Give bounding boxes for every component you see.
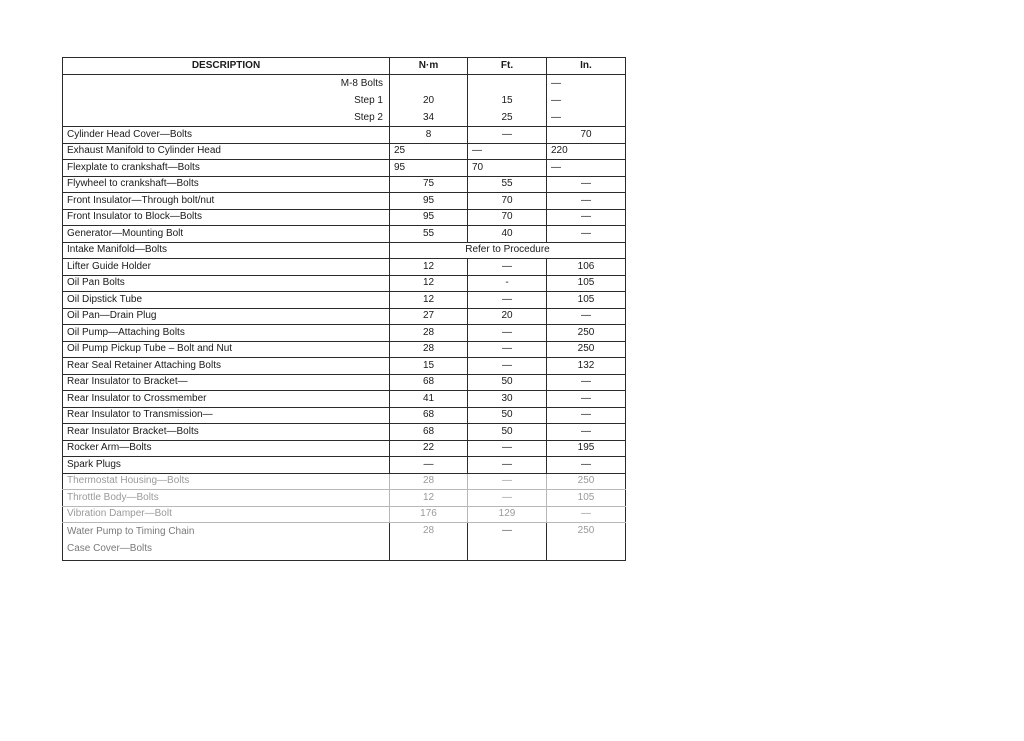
table-row (63, 490, 626, 507)
table-row (63, 275, 626, 292)
row-nm: 28 (390, 473, 468, 490)
table-row (63, 193, 626, 210)
row-ft: 40 (468, 226, 547, 243)
table-row (63, 176, 626, 193)
table-row (63, 308, 626, 325)
row-description: Oil Pump Pickup Tube – Bolt and Nut (63, 341, 390, 358)
row-in: 105 (547, 490, 626, 507)
row-nm: 12 (390, 292, 468, 309)
table-row (63, 143, 626, 160)
row-description: Rear Insulator to Crossmember (63, 391, 390, 408)
step-nm: 20 (390, 92, 468, 109)
row-in: 105 (547, 275, 626, 292)
row-in: 195 (547, 440, 626, 457)
row-description: Generator—Mounting Bolt (63, 226, 390, 243)
step-in: — (547, 75, 626, 93)
row-ft: 30 (468, 391, 547, 408)
header-description: DESCRIPTION (63, 58, 390, 75)
row-nm: 68 (390, 424, 468, 441)
row-nm: 8 (390, 127, 468, 144)
row-ft: — (468, 341, 547, 358)
row-in: 250 (547, 341, 626, 358)
table-row (63, 341, 626, 358)
table-body (63, 75, 626, 561)
row-description: Flexplate to crankshaft—Bolts (63, 160, 390, 177)
row-description: Rear Seal Retainer Attaching Bolts (63, 358, 390, 375)
table-row (63, 374, 626, 391)
row-in: — (547, 193, 626, 210)
table-row (63, 325, 626, 342)
row-description: Oil Pan Bolts (63, 275, 390, 292)
row-nm: 27 (390, 308, 468, 325)
row-ft: 70 (468, 193, 547, 210)
row-nm: 95 (390, 193, 468, 210)
table-row (63, 473, 626, 490)
row-description: Rear Insulator Bracket—Bolts (63, 424, 390, 441)
step-nm: 34 (390, 109, 468, 127)
row-nm: 12 (390, 275, 468, 292)
row-ft: 55 (468, 176, 547, 193)
step-label: Step 2 (63, 109, 390, 127)
row-in: — (547, 391, 626, 408)
table-row (63, 160, 626, 177)
table-row (63, 127, 626, 144)
header-in: In. (547, 58, 626, 75)
row-description: Vibration Damper—Bolt (63, 506, 390, 523)
row-description: Thermostat Housing—Bolts (63, 473, 390, 490)
row-ft: 50 (468, 424, 547, 441)
table-row (63, 358, 626, 375)
row-description: Front Insulator—Through bolt/nut (63, 193, 390, 210)
row-in: 132 (547, 358, 626, 375)
row-in: 220 (547, 143, 626, 160)
row-in: 250 (547, 473, 626, 490)
row-nm: 12 (390, 490, 468, 507)
row-description: Rear Insulator to Bracket— (63, 374, 390, 391)
row-description-line1: Water Pump to Timing Chain (67, 526, 195, 537)
row-nm: 28 (390, 325, 468, 342)
table-row (63, 407, 626, 424)
row-description: Oil Pump—Attaching Bolts (63, 325, 390, 342)
row-nm: 95 (390, 160, 468, 177)
row-in: 250 (547, 325, 626, 342)
row-in: — (547, 424, 626, 441)
row-nm: 28 (390, 341, 468, 358)
row-ft: — (468, 457, 547, 474)
row-in: — (547, 308, 626, 325)
row-nm: 68 (390, 374, 468, 391)
step-label: M-8 Bolts (63, 75, 390, 93)
row-in: — (547, 209, 626, 226)
row-nm: 28 (390, 523, 468, 561)
table-header (63, 58, 626, 75)
row-nm: 68 (390, 407, 468, 424)
row-ft: 129 (468, 506, 547, 523)
row-in: — (547, 160, 626, 177)
row-in: 106 (547, 259, 626, 276)
row-nm: 55 (390, 226, 468, 243)
row-in: 250 (547, 523, 626, 561)
torque-specifications-table (62, 57, 626, 561)
header-row (63, 58, 626, 75)
row-description-line2: Case Cover—Bolts (67, 543, 153, 554)
row-ft: 70 (468, 209, 547, 226)
row-ft: 50 (468, 407, 547, 424)
row-ft: — (468, 325, 547, 342)
step-row (63, 75, 626, 93)
row-description: Cylinder Head Cover—Bolts (63, 127, 390, 144)
table-row (63, 391, 626, 408)
row-description: Lifter Guide Holder (63, 259, 390, 276)
row-ft: 70 (468, 160, 547, 177)
row-ft: — (468, 523, 547, 561)
row-in: — (547, 407, 626, 424)
row-ft: — (468, 127, 547, 144)
header-ft: Ft. (468, 58, 547, 75)
header-nm: N·m (390, 58, 468, 75)
table-row (63, 457, 626, 474)
row-ft: — (468, 440, 547, 457)
step-ft (468, 75, 547, 93)
row-ft: — (468, 292, 547, 309)
row-description: Flywheel to crankshaft—Bolts (63, 176, 390, 193)
step-in: — (547, 109, 626, 127)
row-ft: — (468, 259, 547, 276)
step-row (63, 109, 626, 127)
table-row (63, 523, 626, 561)
row-description: Intake Manifold—Bolts (63, 242, 390, 259)
row-description: Spark Plugs (63, 457, 390, 474)
row-ft: — (468, 358, 547, 375)
table-row (63, 209, 626, 226)
step-label: Step 1 (63, 92, 390, 109)
row-ft: — (468, 490, 547, 507)
row-nm: 176 (390, 506, 468, 523)
row-span-note: Refer to Procedure (390, 242, 626, 259)
table-row (63, 440, 626, 457)
table-row (63, 226, 626, 243)
row-description: Oil Dipstick Tube (63, 292, 390, 309)
row-in: — (547, 457, 626, 474)
table-row (63, 506, 626, 523)
step-ft: 15 (468, 92, 547, 109)
row-in: 70 (547, 127, 626, 144)
row-in: — (547, 176, 626, 193)
row-nm: 95 (390, 209, 468, 226)
row-ft: - (468, 275, 547, 292)
step-ft: 25 (468, 109, 547, 127)
row-ft: 50 (468, 374, 547, 391)
row-ft: — (468, 473, 547, 490)
step-row (63, 92, 626, 109)
row-nm: 12 (390, 259, 468, 276)
row-description (63, 523, 390, 561)
row-in: 105 (547, 292, 626, 309)
step-nm (390, 75, 468, 93)
row-nm: 41 (390, 391, 468, 408)
row-description: Rocker Arm—Bolts (63, 440, 390, 457)
row-in: — (547, 374, 626, 391)
row-nm: 75 (390, 176, 468, 193)
row-description: Rear Insulator to Transmission— (63, 407, 390, 424)
row-nm: 22 (390, 440, 468, 457)
row-nm: 15 (390, 358, 468, 375)
table-row (63, 259, 626, 276)
step-in: — (547, 92, 626, 109)
row-description: Throttle Body—Bolts (63, 490, 390, 507)
row-nm: — (390, 457, 468, 474)
table-row (63, 424, 626, 441)
row-in: — (547, 226, 626, 243)
row-description: Exhaust Manifold to Cylinder Head (63, 143, 390, 160)
row-in: — (547, 506, 626, 523)
table-row (63, 292, 626, 309)
row-description: Oil Pan—Drain Plug (63, 308, 390, 325)
row-description: Front Insulator to Block—Bolts (63, 209, 390, 226)
row-ft: — (468, 143, 547, 160)
row-ft: 20 (468, 308, 547, 325)
row-nm: 25 (390, 143, 468, 160)
table-row (63, 242, 626, 259)
